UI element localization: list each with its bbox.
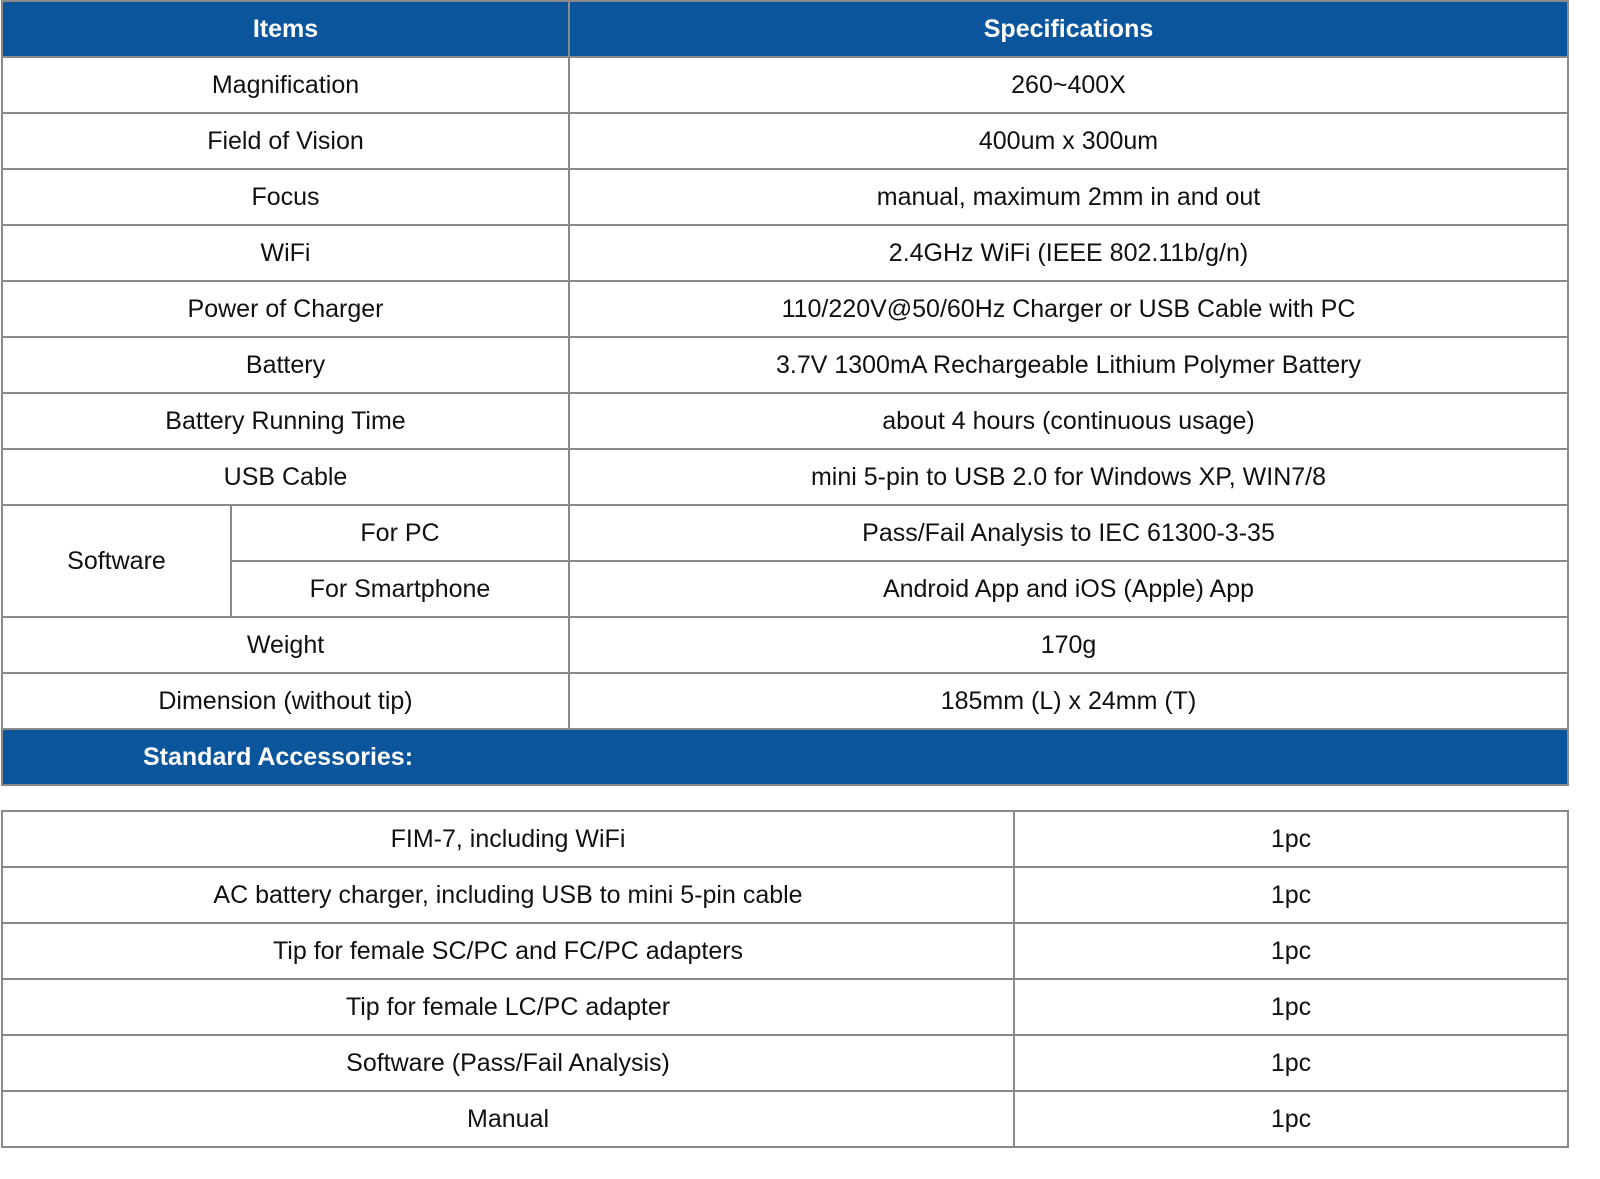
- spec-item: Focus: [2, 169, 569, 225]
- table-row: [2, 169, 1568, 225]
- software-label: Software: [2, 505, 231, 617]
- spec-item: Dimension (without tip): [2, 673, 569, 729]
- spec-value: 110/220V@50/60Hz Charger or USB Cable with PC: [569, 281, 1568, 337]
- table-row: [2, 923, 1568, 979]
- spec-value: mini 5-pin to USB 2.0 for Windows XP, WIN7/8: [569, 449, 1568, 505]
- table-row: [2, 225, 1568, 281]
- accessories-table: [1, 810, 1569, 1148]
- accessories-header-row: [2, 729, 1568, 785]
- spec-item: Field of Vision: [2, 113, 569, 169]
- table-row: [2, 1035, 1568, 1091]
- table-row: [2, 979, 1568, 1035]
- spec-value: manual, maximum 2mm in and out: [569, 169, 1568, 225]
- spec-table: [1, 0, 1569, 786]
- table-row: [2, 337, 1568, 393]
- accessory-name: AC battery charger, including USB to mini 5-pin cable: [2, 867, 1014, 923]
- accessory-name: Software (Pass/Fail Analysis): [2, 1035, 1014, 1091]
- spec-item: Weight: [2, 617, 569, 673]
- spec-item: Magnification: [2, 57, 569, 113]
- accessory-name: FIM-7, including WiFi: [2, 811, 1014, 867]
- table-row: [2, 393, 1568, 449]
- spec-value: 260~400X: [569, 57, 1568, 113]
- table-row: [2, 1091, 1568, 1147]
- table-row: [2, 867, 1568, 923]
- spec-value: Android App and iOS (Apple) App: [569, 561, 1568, 617]
- spec-value: Pass/Fail Analysis to IEC 61300-3-35: [569, 505, 1568, 561]
- table-row: [2, 113, 1568, 169]
- spec-value: about 4 hours (continuous usage): [569, 393, 1568, 449]
- spec-item: Battery Running Time: [2, 393, 569, 449]
- spec-value: 400um x 300um: [569, 113, 1568, 169]
- accessory-name: Tip for female SC/PC and FC/PC adapters: [2, 923, 1014, 979]
- software-sub-item: For Smartphone: [231, 561, 569, 617]
- spec-value: 185mm (L) x 24mm (T): [569, 673, 1568, 729]
- accessory-qty: 1pc: [1014, 811, 1568, 867]
- table-row: [2, 673, 1568, 729]
- accessory-qty: 1pc: [1014, 1091, 1568, 1147]
- table-row: [2, 811, 1568, 867]
- spec-item: Power of Charger: [2, 281, 569, 337]
- header-items: Items: [2, 1, 569, 57]
- table-row: [2, 281, 1568, 337]
- spec-item: Battery: [2, 337, 569, 393]
- spec-value: 170g: [569, 617, 1568, 673]
- table-row: [2, 57, 1568, 113]
- table-row: [2, 505, 1568, 561]
- table-row: [2, 617, 1568, 673]
- spec-value: 2.4GHz WiFi (IEEE 802.11b/g/n): [569, 225, 1568, 281]
- spec-item: WiFi: [2, 225, 569, 281]
- table-row: [2, 449, 1568, 505]
- accessory-name: Tip for female LC/PC adapter: [2, 979, 1014, 1035]
- software-sub-item: For PC: [231, 505, 569, 561]
- header-specifications: Specifications: [569, 1, 1568, 57]
- accessory-qty: 1pc: [1014, 979, 1568, 1035]
- accessory-qty: 1pc: [1014, 923, 1568, 979]
- accessory-qty: 1pc: [1014, 867, 1568, 923]
- spec-value: 3.7V 1300mA Rechargeable Lithium Polymer Battery: [569, 337, 1568, 393]
- table-header-row: [2, 1, 1568, 57]
- table-row: [2, 561, 1568, 617]
- accessory-qty: 1pc: [1014, 1035, 1568, 1091]
- accessory-name: Manual: [2, 1091, 1014, 1147]
- spec-item: USB Cable: [2, 449, 569, 505]
- accessories-title: Standard Accessories:: [2, 729, 1568, 785]
